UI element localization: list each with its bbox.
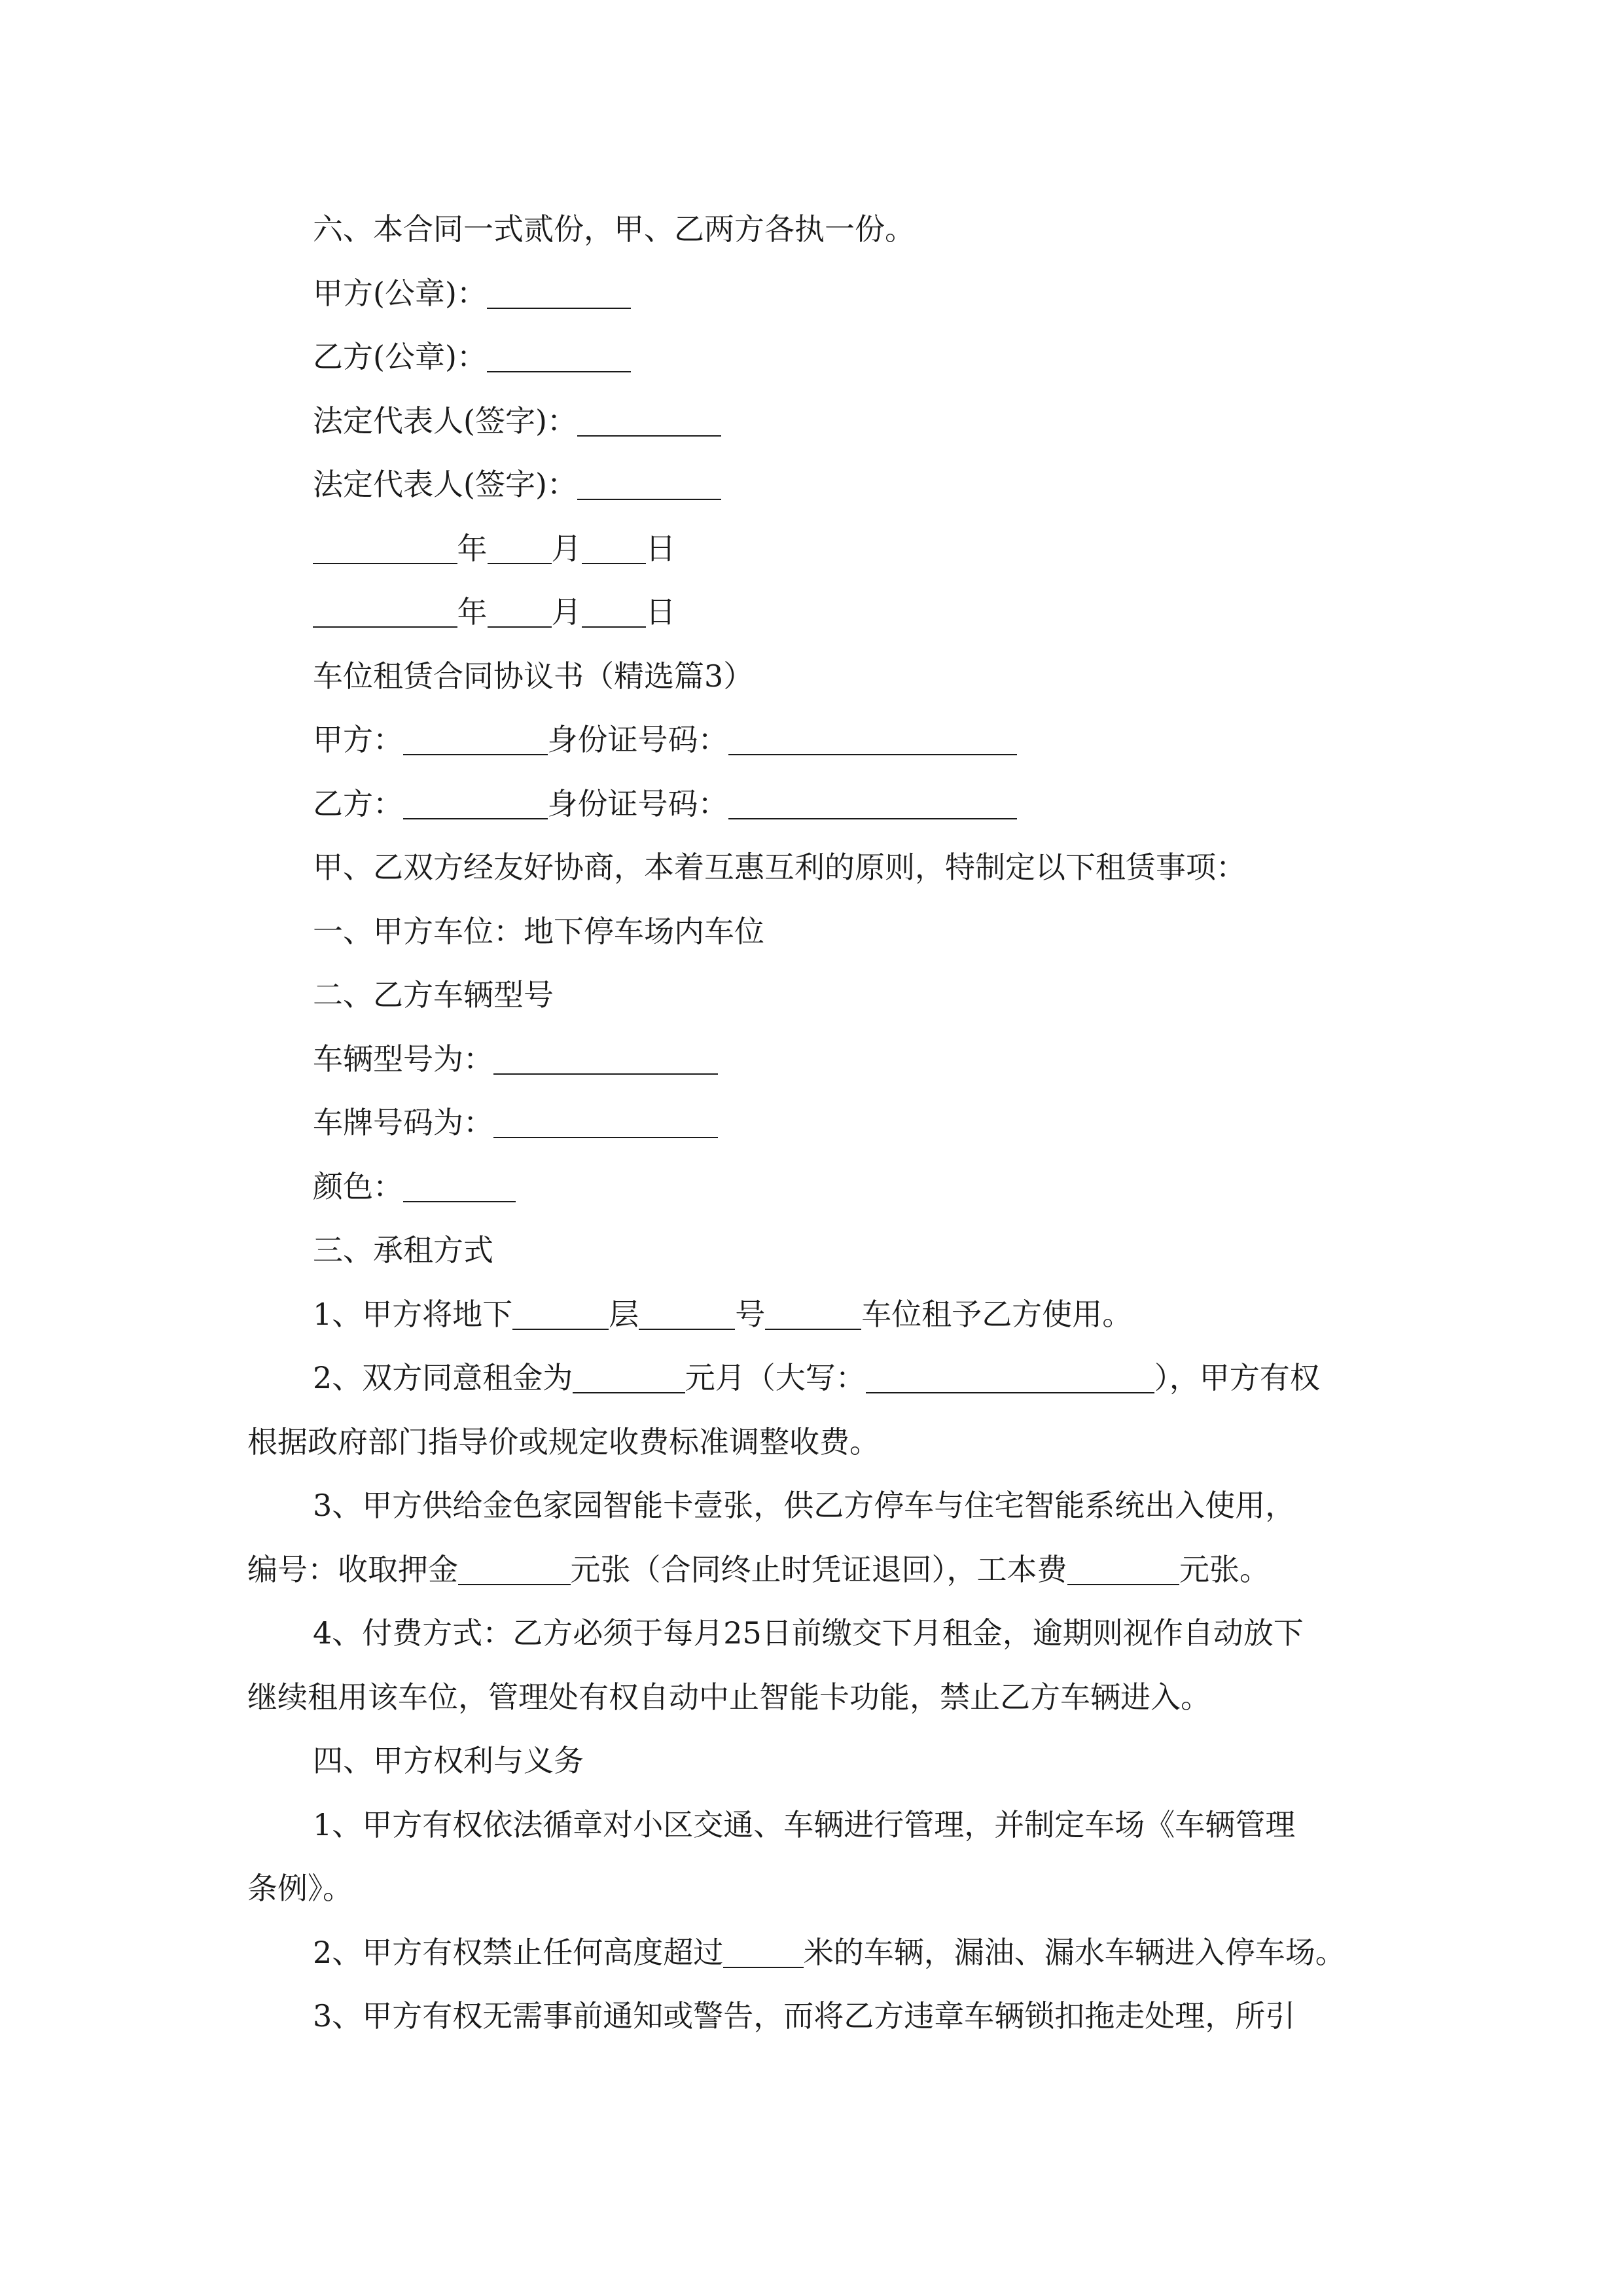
text-segment: 乙方(公章)： — [313, 339, 487, 374]
text-segment: 1、甲方有权依法循章对小区交通、车辆进行管理，并制定车场《车辆管理 — [313, 1806, 1296, 1842]
fill-in-blank[interactable] — [728, 789, 1017, 819]
text-line — [313, 209, 915, 249]
text-line — [313, 1039, 718, 1079]
fill-in-blank[interactable] — [573, 1363, 685, 1393]
text-line — [313, 1933, 1346, 1972]
text-segment: 身份证号码： — [547, 722, 728, 757]
text-segment: 颜色： — [313, 1168, 403, 1204]
text-segment: 甲方： — [313, 722, 403, 757]
fill-in-blank[interactable] — [458, 1555, 571, 1585]
text-segment: 米的车辆，漏油、漏水车辆进入停车场。 — [803, 1934, 1346, 1970]
text-line — [313, 592, 676, 632]
fill-in-blank[interactable] — [493, 1045, 718, 1075]
text-line — [313, 274, 631, 313]
text-segment: 四、甲方权利与义务 — [313, 1743, 584, 1778]
text-segment: 三、承租方式 — [313, 1232, 493, 1268]
text-segment: 日 — [645, 530, 676, 566]
fill-in-blank[interactable] — [723, 1938, 804, 1968]
fill-in-blank[interactable] — [577, 406, 722, 437]
text-segment: 年 — [457, 530, 488, 566]
text-line — [247, 1869, 353, 1908]
text-line — [313, 401, 721, 440]
text-segment: ），甲方有权 — [1154, 1360, 1320, 1395]
text-line — [247, 1422, 880, 1462]
text-segment: 车位租赁合同协议书（精选篇3） — [313, 658, 754, 694]
fill-in-blank[interactable] — [403, 725, 548, 755]
fill-in-blank[interactable] — [765, 1300, 861, 1330]
text-line — [313, 1103, 718, 1142]
fill-in-blank[interactable] — [582, 534, 646, 564]
text-segment: 日 — [645, 594, 676, 630]
text-segment: 2、甲方有权禁止任何高度超过 — [313, 1934, 724, 1970]
text-line — [313, 656, 753, 696]
text-segment: 号 — [735, 1296, 766, 1332]
fill-in-blank[interactable] — [728, 725, 1017, 755]
text-line — [313, 337, 631, 376]
text-segment: 条例》。 — [247, 1871, 353, 1906]
fill-in-blank[interactable] — [487, 342, 632, 372]
text-line — [313, 1295, 1132, 1334]
text-line — [313, 1805, 1295, 1844]
fill-in-blank[interactable] — [403, 1172, 516, 1202]
text-segment: 甲、乙双方经友好协商，本着互惠互利的原则，特制定以下租赁事项： — [313, 850, 1246, 885]
text-segment: 元张。 — [1179, 1551, 1270, 1587]
text-segment: 层 — [609, 1296, 639, 1332]
text-segment: 甲方(公章)： — [313, 275, 487, 311]
text-line — [313, 1486, 1295, 1525]
text-line — [313, 1230, 493, 1270]
fill-in-blank[interactable] — [577, 470, 722, 500]
text-line — [313, 1358, 1320, 1397]
text-segment: 编号：收取押金 — [247, 1551, 458, 1587]
fill-in-blank[interactable] — [313, 598, 457, 628]
text-line — [313, 465, 721, 504]
text-segment: 法定代表人(签字)： — [313, 467, 577, 502]
fill-in-blank[interactable] — [487, 279, 632, 309]
text-segment: 根据政府部门指导价或规定收费标准调整收费。 — [247, 1424, 880, 1460]
text-line — [247, 1677, 1211, 1717]
fill-in-blank[interactable] — [866, 1363, 1154, 1393]
text-line — [313, 1613, 1304, 1653]
text-segment: 二、乙方车辆型号 — [313, 977, 554, 1013]
fill-in-blank[interactable] — [512, 1300, 609, 1330]
fill-in-blank[interactable] — [403, 789, 548, 819]
text-line — [247, 1550, 1270, 1589]
text-segment: 车位租予乙方使用。 — [861, 1296, 1133, 1332]
text-segment: 车牌号码为： — [313, 1105, 493, 1140]
text-line — [313, 720, 1017, 759]
text-segment: 月 — [551, 594, 582, 630]
text-line — [313, 1996, 1295, 2036]
text-segment: 2、双方同意租金为 — [313, 1360, 573, 1395]
text-line — [313, 912, 764, 951]
text-line — [313, 784, 1017, 823]
fill-in-blank[interactable] — [488, 598, 552, 628]
text-segment: 身份证号码： — [547, 785, 728, 821]
text-segment: 3、甲方供给金色家园智能卡壹张，供乙方停车与住宅智能系统出入使用， — [313, 1488, 1296, 1523]
text-segment: 3、甲方有权无需事前通知或警告，而将乙方违章车辆锁扣拖走处理，所引 — [313, 1998, 1296, 2034]
text-segment: 4、付费方式：乙方必须于每月25日前缴交下月租金，逾期则视作自动放下 — [313, 1615, 1304, 1651]
text-segment: 1、甲方将地下 — [313, 1296, 513, 1332]
text-line — [313, 1741, 584, 1780]
fill-in-blank[interactable] — [1067, 1555, 1180, 1585]
text-line — [313, 1167, 516, 1206]
text-segment: 法定代表人(签字)： — [313, 403, 577, 439]
text-segment: 年 — [457, 594, 488, 630]
fill-in-blank[interactable] — [488, 534, 552, 564]
text-segment: 六、本合同一式贰份，甲、乙两方各执一份。 — [313, 211, 915, 247]
fill-in-blank[interactable] — [493, 1108, 718, 1138]
text-segment: 继续租用该车位，管理处有权自动中止智能卡功能，禁止乙方车辆进入。 — [247, 1679, 1211, 1715]
text-segment: 元月（大写： — [685, 1360, 866, 1395]
text-line — [313, 529, 676, 568]
text-segment: 乙方： — [313, 785, 403, 821]
text-line — [313, 975, 554, 1014]
fill-in-blank[interactable] — [313, 534, 457, 564]
text-segment: 车辆型号为： — [313, 1041, 493, 1077]
fill-in-blank[interactable] — [582, 598, 646, 628]
fill-in-blank[interactable] — [639, 1300, 735, 1330]
text-line — [313, 848, 1246, 887]
text-segment: 一、甲方车位：地下停车场内车位 — [313, 913, 764, 949]
text-segment: 元张（合同终止时凭证退回），工本费 — [570, 1551, 1067, 1587]
text-segment: 月 — [551, 530, 582, 566]
